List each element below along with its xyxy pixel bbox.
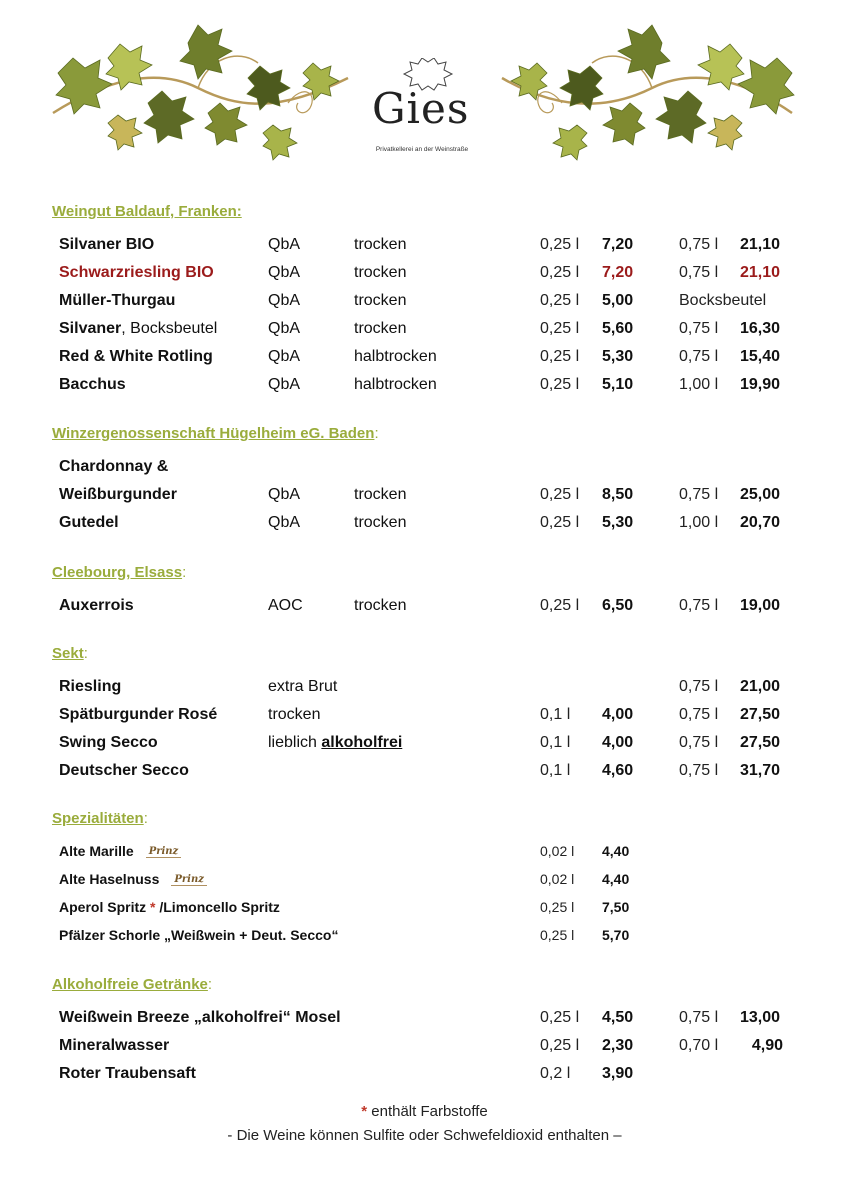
price-bottle: 27,50 xyxy=(740,706,781,723)
wine-row xyxy=(0,458,849,480)
wine-row xyxy=(0,678,849,700)
price-bottle: 19,00 xyxy=(740,597,781,614)
wine-name: Gutedel xyxy=(59,514,119,531)
wine-quality: QbA xyxy=(268,292,301,309)
price-glass: 4,50 xyxy=(602,1009,634,1026)
volume-glass: 0,25 l xyxy=(540,1009,580,1026)
price-glass: 4,00 xyxy=(602,706,634,723)
section-title-alkoholfrei: Alkoholfreie Getränke: xyxy=(52,976,213,993)
wine-row xyxy=(0,514,849,536)
price-bottle: 13,00 xyxy=(740,1009,781,1026)
wine-name: Weißburgunder xyxy=(59,486,177,503)
price-glass: 7,20 xyxy=(602,236,634,253)
price-glass: 6,50 xyxy=(602,597,634,614)
volume-glass: 0,25 l xyxy=(540,486,580,503)
wine-style: trocken xyxy=(354,597,407,614)
price-glass: 5,30 xyxy=(602,348,634,365)
volume-bottle: 0,75 l xyxy=(679,348,719,365)
section-title-elsass: Cleebourg, Elsass: xyxy=(52,564,187,581)
volume-bottle: 0,75 l xyxy=(679,678,719,695)
wine-name: Red & White Rotling xyxy=(59,348,213,365)
price-glass: 7,20 xyxy=(602,264,634,281)
prinz-logo-icon: Prinz xyxy=(146,847,182,858)
colorant-note: * enthält Farbstoffe xyxy=(361,1103,488,1120)
wine-row xyxy=(0,486,849,508)
volume-bottle: 0,75 l xyxy=(679,1009,719,1026)
wine-style: trocken xyxy=(354,514,407,531)
wine-row xyxy=(0,348,849,370)
drink-name: Mineralwasser xyxy=(59,1037,170,1054)
price-bottle: 21,10 xyxy=(740,264,781,281)
price-bottle: 25,00 xyxy=(740,486,781,503)
volume-bottle: 0,75 l xyxy=(679,264,719,281)
price-glass: 5,70 xyxy=(602,927,630,943)
specialty-name: Pfälzer Schorle „Weißwein + Deut. Secco“ xyxy=(59,927,339,943)
volume-glass: 0,25 l xyxy=(540,236,580,253)
wine-row xyxy=(0,597,849,619)
wine-quality: QbA xyxy=(268,348,301,365)
price-bottle: 31,70 xyxy=(740,762,781,779)
specialty-row xyxy=(0,843,849,865)
specialty-name: Alte Haselnuss Prinz xyxy=(59,871,207,887)
wine-style: trocken xyxy=(354,320,407,337)
wine-style: trocken xyxy=(354,236,407,253)
volume-glass: 0,25 l xyxy=(540,292,580,309)
wine-name: Swing Secco xyxy=(59,734,158,751)
wine-style: extra Brut xyxy=(268,678,338,695)
volume-glass: 0,1 l xyxy=(540,734,571,751)
wine-quality: AOC xyxy=(268,597,303,614)
grape-vine-right-icon xyxy=(492,18,802,168)
wine-quality: QbA xyxy=(268,320,301,337)
volume-glass: 0,25 l xyxy=(540,1037,580,1054)
wine-name: Silvaner BIO xyxy=(59,236,155,253)
colorant-asterisk: * xyxy=(150,899,156,915)
specialty-row xyxy=(0,927,849,949)
wine-row xyxy=(0,292,849,314)
wine-style: trocken xyxy=(354,292,407,309)
logo-wordmark: Gies xyxy=(372,84,470,133)
price-glass: 7,50 xyxy=(602,899,630,915)
wine-row xyxy=(0,264,849,286)
price-bottle: 15,40 xyxy=(740,348,781,365)
wine-style: trocken xyxy=(354,486,407,503)
drink-row xyxy=(0,1065,849,1087)
volume-glass: 0,25 l xyxy=(540,899,575,915)
price-bottle: 21,00 xyxy=(740,678,781,695)
price-glass: 2,30 xyxy=(602,1037,634,1054)
wine-quality: QbA xyxy=(268,236,301,253)
section-title-franken: Weingut Baldauf, Franken: xyxy=(52,203,242,220)
wine-quality: QbA xyxy=(268,376,301,393)
volume-glass: 0,25 l xyxy=(540,264,580,281)
gies-logo xyxy=(362,58,482,168)
price-bottle: 21,10 xyxy=(740,236,781,253)
wine-name: Silvaner, Bocksbeutel xyxy=(59,320,218,337)
price-glass: 4,60 xyxy=(602,762,634,779)
price-bottle: 19,90 xyxy=(740,376,781,393)
wine-row xyxy=(0,376,849,398)
sulfite-disclaimer: - Die Weine können Sulfite oder Schwefeldioxid enthalten – xyxy=(227,1127,622,1144)
price-bottle: 27,50 xyxy=(740,734,781,751)
drink-row xyxy=(0,1037,849,1059)
wine-name: Riesling xyxy=(59,678,122,695)
colorant-asterisk: * xyxy=(361,1103,368,1120)
price-glass: 3,90 xyxy=(602,1065,634,1082)
wine-row xyxy=(0,320,849,342)
section-title-sekt: Sekt: xyxy=(52,645,88,662)
wine-row xyxy=(0,706,849,728)
wine-name: Chardonnay & xyxy=(59,458,169,475)
wine-row xyxy=(0,762,849,784)
wine-name: Schwarzriesling BIO xyxy=(59,264,214,281)
prinz-logo-icon: Prinz xyxy=(171,875,207,886)
volume-bottle: 1,00 l xyxy=(679,514,719,531)
volume-bottle: 0,75 l xyxy=(679,236,719,253)
wine-style: lieblich alkoholfrei xyxy=(268,734,403,751)
volume-bottle: 0,75 l xyxy=(679,762,719,779)
wine-name: Bacchus xyxy=(59,376,126,393)
wine-quality: QbA xyxy=(268,486,301,503)
wine-row xyxy=(0,236,849,258)
logo-subtitle: Privatkellerei an der Weinstraße xyxy=(375,146,469,153)
wine-style: trocken xyxy=(268,706,321,723)
alkoholfrei-label: alkoholfrei xyxy=(321,734,403,751)
section-title-baden: Winzergenossenschaft Hügelheim eG. Baden: xyxy=(52,425,379,442)
price-glass: 4,40 xyxy=(602,843,630,859)
volume-glass: 0,1 l xyxy=(540,706,571,723)
price-glass: 5,30 xyxy=(602,514,634,531)
wine-name: Spätburgunder Rosé xyxy=(59,706,218,723)
volume-glass: 0,25 l xyxy=(540,320,580,337)
volume-glass: 0,25 l xyxy=(540,376,580,393)
drink-name: Weißwein Breeze „alkoholfrei“ Mosel xyxy=(59,1009,341,1026)
volume-glass: 0,02 l xyxy=(540,871,575,887)
volume-glass: 0,25 l xyxy=(540,927,575,943)
price-glass: 8,50 xyxy=(602,486,634,503)
volume-glass: 0,1 l xyxy=(540,762,571,779)
wine-name: Auxerrois xyxy=(59,597,134,614)
volume-bottle: 0,75 l xyxy=(679,706,719,723)
wine-quality: QbA xyxy=(268,514,301,531)
volume-bottle: 1,00 l xyxy=(679,376,719,393)
wine-name: Müller-Thurgau xyxy=(59,292,176,309)
volume-bottle: 0,75 l xyxy=(679,734,719,751)
volume-glass: 0,02 l xyxy=(540,843,575,859)
menu-header xyxy=(0,18,849,178)
wine-style: halbtrocken xyxy=(354,376,437,393)
price-bottle: 20,70 xyxy=(740,514,781,531)
section-title-spezialitaeten: Spezialitäten: xyxy=(52,810,148,827)
volume-bottle: Bocksbeutel xyxy=(679,292,767,309)
wine-name: Deutscher Secco xyxy=(59,762,189,779)
volume-glass: 0,2 l xyxy=(540,1065,571,1082)
volume-glass: 0,25 l xyxy=(540,597,580,614)
price-glass: 5,00 xyxy=(602,292,634,309)
specialty-name: Alte Marille Prinz xyxy=(59,843,181,859)
price-glass: 5,10 xyxy=(602,376,634,393)
volume-bottle: 0,75 l xyxy=(679,320,719,337)
specialty-row xyxy=(0,899,849,921)
price-bottle: 16,30 xyxy=(740,320,781,337)
grape-vine-left-icon xyxy=(48,18,358,168)
specialty-row xyxy=(0,871,849,893)
volume-glass: 0,25 l xyxy=(540,348,580,365)
wine-row xyxy=(0,734,849,756)
volume-bottle: 0,70 l xyxy=(679,1037,719,1054)
volume-glass: 0,25 l xyxy=(540,514,580,531)
price-glass: 5,60 xyxy=(602,320,634,337)
wine-style: trocken xyxy=(354,264,407,281)
price-glass: 4,00 xyxy=(602,734,634,751)
wine-quality: QbA xyxy=(268,264,301,281)
volume-bottle: 0,75 l xyxy=(679,486,719,503)
price-glass: 4,40 xyxy=(602,871,630,887)
drink-row xyxy=(0,1009,849,1031)
drink-name: Roter Traubensaft xyxy=(59,1065,196,1082)
specialty-name: Aperol Spritz * /Limoncello Spritz xyxy=(59,899,280,915)
price-bottle: 4,90 xyxy=(751,1037,783,1054)
volume-bottle: 0,75 l xyxy=(679,597,719,614)
wine-style: halbtrocken xyxy=(354,348,437,365)
